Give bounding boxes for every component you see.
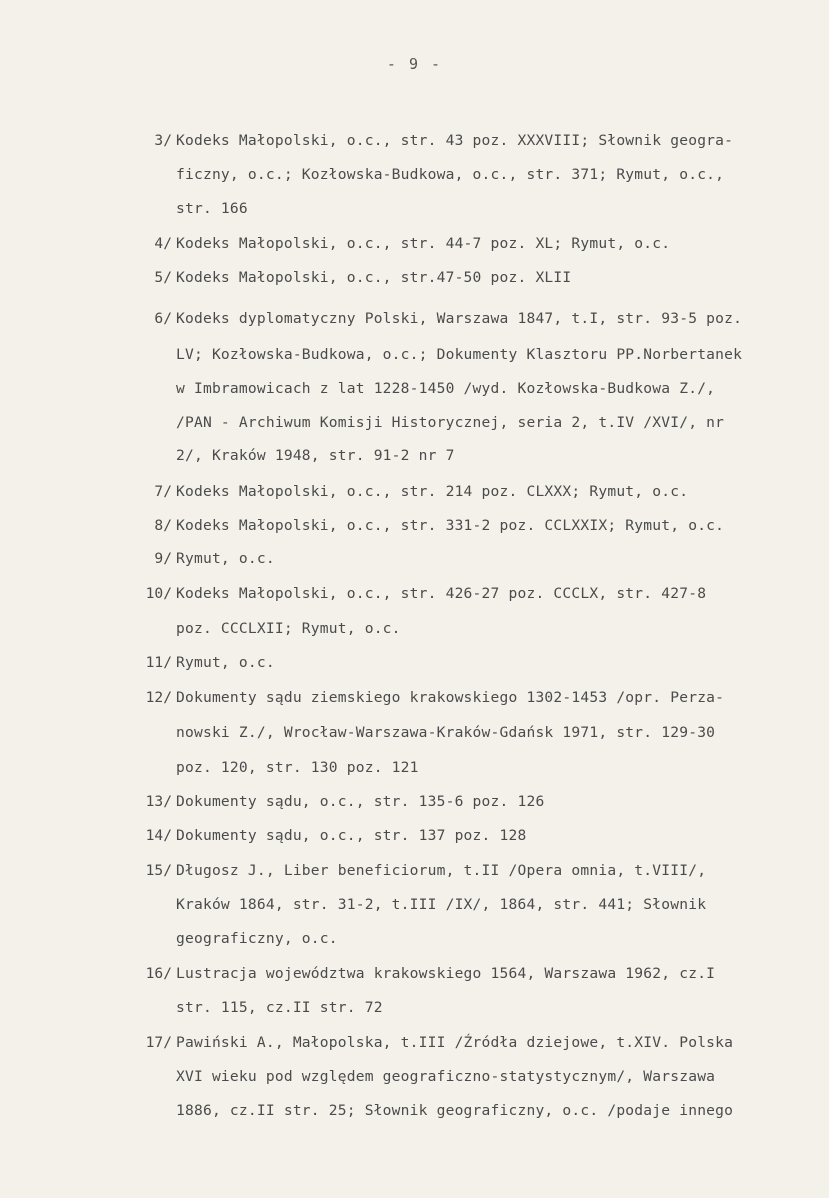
footnote-line: Kraków 1864, str. 31-2, t.III /IX/, 1864, str. 441; Słownik: [176, 896, 707, 913]
footnote-line: Długosz J., Liber beneficiorum, t.II /Opera omnia, t.VIII/,: [176, 862, 707, 879]
footnote-number: 12/: [145, 689, 172, 706]
footnote-line: poz. 120, str. 130 poz. 121: [176, 759, 419, 776]
footnote-number: 16/: [145, 965, 172, 982]
footnote-line: /PAN - Archiwum Komisji Historycznej, seria 2, t.IV /XVI/, nr: [176, 414, 725, 431]
footnote-number: 17/: [145, 1034, 172, 1051]
page-number: - 9 -: [386, 55, 443, 73]
footnote-number: 11/: [145, 654, 172, 671]
footnote-number: 14/: [145, 827, 172, 844]
footnote-line: ficzny, o.c.; Kozłowska-Budkowa, o.c., str. 371; Rymut, o.c.,: [176, 166, 725, 183]
footnote-line: Kodeks Małopolski, o.c., str. 44-7 poz. XL; Rymut, o.c.: [176, 235, 671, 252]
footnote-line: nowski Z./, Wrocław-Warszawa-Kraków-Gdańsk 1971, str. 129-30: [176, 724, 716, 741]
footnote-line: Dokumenty sądu, o.c., str. 135-6 poz. 126: [176, 793, 545, 810]
footnote-number: 8/: [154, 517, 172, 534]
footnote-number: 3/: [154, 132, 172, 149]
footnote-line: Pawiński A., Małopolska, t.III /Źródła dziejowe, t.XIV. Polska: [176, 1034, 734, 1051]
footnote-line: Kodeks dyplomatyczny Polski, Warszawa 1847, t.I, str. 93-5 poz.: [176, 310, 743, 327]
footnote-line: Rymut, o.c.: [176, 654, 275, 671]
footnote-number: 4/: [154, 235, 172, 252]
footnote-number: 9/: [154, 550, 172, 567]
footnote-number: 7/: [154, 483, 172, 500]
footnote-number: 15/: [145, 862, 172, 879]
footnote-number: 13/: [145, 793, 172, 810]
footnote-number: 10/: [145, 585, 172, 602]
footnote-number: 6/: [154, 310, 172, 327]
footnote-line: w Imbramowicach z lat 1228-1450 /wyd. Kozłowska-Budkowa Z./,: [176, 380, 716, 397]
footnote-line: XVI wieku pod względem geograficzno-statystycznym/, Warszawa: [176, 1068, 716, 1085]
footnote-number: 5/: [154, 269, 172, 286]
footnote-line: str. 115, cz.II str. 72: [176, 999, 383, 1016]
footnote-line: Rymut, o.c.: [176, 550, 275, 567]
footnote-line: str. 166: [176, 200, 248, 217]
footnote-line: Dokumenty sądu, o.c., str. 137 poz. 128: [176, 827, 527, 844]
footnote-line: Kodeks Małopolski, o.c., str.47-50 poz. XLII: [176, 269, 572, 286]
footnote-line: Kodeks Małopolski, o.c., str. 331-2 poz. CCLXXIX; Rymut, o.c.: [176, 517, 725, 534]
footnote-line: 1886, cz.II str. 25; Słownik geograficzny, o.c. /podaje innego: [176, 1102, 734, 1119]
footnote-line: geograficzny, o.c.: [176, 930, 338, 947]
footnote-line: Lustracja województwa krakowskiego 1564, Warszawa 1962, cz.I: [176, 965, 716, 982]
footnote-line: 2/, Kraków 1948, str. 91-2 nr 7: [176, 447, 455, 464]
footnote-line: Kodeks Małopolski, o.c., str. 426-27 poz. CCCLX, str. 427-8: [176, 585, 707, 602]
footnote-line: Dokumenty sądu ziemskiego krakowskiego 1302-1453 /opr. Perza-: [176, 689, 725, 706]
footnote-line: Kodeks Małopolski, o.c., str. 43 poz. XXXVIII; Słownik geogra-: [176, 132, 734, 149]
footnote-line: LV; Kozłowska-Budkowa, o.c.; Dokumenty Klasztoru PP.Norbertanek: [176, 346, 743, 363]
footnote-line: Kodeks Małopolski, o.c., str. 214 poz. CLXXX; Rymut, o.c.: [176, 483, 689, 500]
footnote-line: poz. CCCLXII; Rymut, o.c.: [176, 620, 401, 637]
